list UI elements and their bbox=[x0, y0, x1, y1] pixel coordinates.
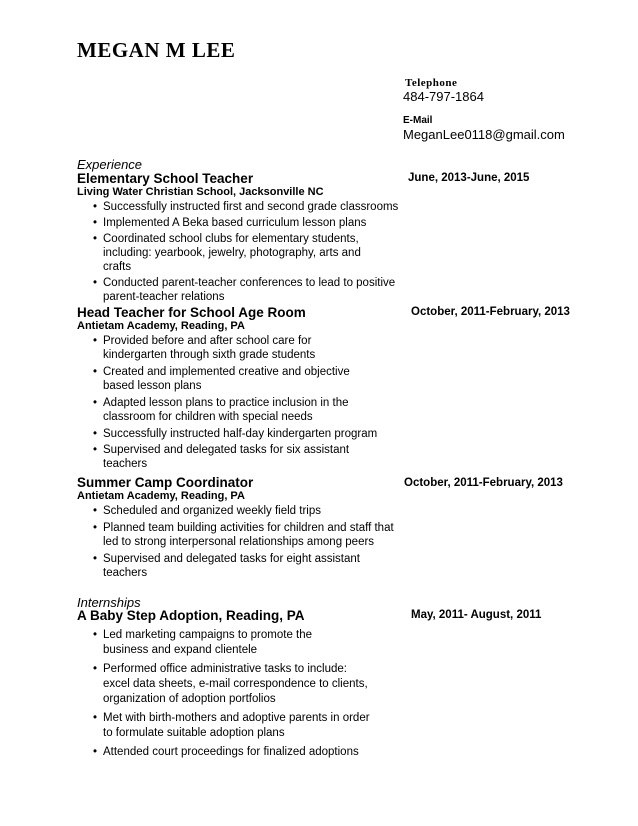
job-title: Summer Camp Coordinator bbox=[77, 475, 254, 490]
internships-heading: Internships bbox=[77, 595, 141, 610]
bullet-item: • Successfully instructed first and second grade classrooms bbox=[93, 200, 413, 214]
job-bullet-list bbox=[93, 504, 408, 580]
internship-bullet-list bbox=[93, 628, 373, 760]
job-organization: Antietam Academy, Reading, PA bbox=[77, 490, 245, 502]
bullet-item: • Planned team building activities for children and staff that led to strong interpersonal relationships among peers bbox=[93, 521, 408, 549]
job-dates: June, 2013-June, 2015 bbox=[408, 172, 530, 184]
bullet-item: • Coordinated school clubs for elementary students, including: yearbook, jewelry, photography, arts and crafts bbox=[93, 232, 383, 274]
telephone-value: 484-797-1864 bbox=[403, 89, 484, 104]
bullet-item: • Adapted lesson plans to practice inclusion in the classroom for children with special needs bbox=[93, 396, 358, 424]
internship-title: A Baby Step Adoption, Reading, PA bbox=[77, 608, 305, 623]
bullet-item: • Created and implemented creative and objective based lesson plans bbox=[93, 365, 358, 393]
job-organization: Living Water Christian School, Jacksonville NC bbox=[77, 186, 324, 198]
candidate-name: MEGAN M LEE bbox=[77, 38, 236, 62]
bullet-item: • Implemented A Beka based curriculum lesson plans bbox=[93, 216, 413, 230]
bullet-item: • Supervised and delegated tasks for eight assistant teachers bbox=[93, 552, 373, 580]
bullet-item: • Conducted parent-teacher conferences to lead to positive parent-teacher relations bbox=[93, 276, 413, 304]
internship-dates: May, 2011- August, 2011 bbox=[411, 609, 542, 621]
bullet-item: • Met with birth-mothers and adoptive parents in order to formulate suitable adoption plans bbox=[93, 711, 373, 741]
job-dates: October, 2011-February, 2013 bbox=[411, 306, 570, 318]
bullet-item: • Scheduled and organized weekly field trips bbox=[93, 504, 408, 518]
job-bullet-list bbox=[93, 200, 413, 304]
bullet-item: • Supervised and delegated tasks for six assistant teachers bbox=[93, 443, 358, 471]
job-organization: Antietam Academy, Reading, PA bbox=[77, 320, 245, 332]
bullet-item: • Attended court proceedings for finalized adoptions bbox=[93, 745, 373, 760]
email-value: MeganLee0118@gmail.com bbox=[403, 127, 565, 142]
telephone-label: Telephone bbox=[405, 77, 458, 89]
bullet-item: • Successfully instructed half-day kindergarten program bbox=[93, 427, 403, 441]
bullet-item: • Provided before and after school care for kindergarten through sixth grade students bbox=[93, 334, 358, 362]
job-title: Head Teacher for School Age Room bbox=[77, 305, 306, 320]
job-title: Elementary School Teacher bbox=[77, 171, 254, 186]
job-dates: October, 2011-February, 2013 bbox=[404, 477, 563, 489]
experience-heading: Experience bbox=[77, 157, 143, 172]
bullet-item: • Performed office administrative tasks to include: excel data sheets, e-mail correspondence to clients, organization of adoption portfolios bbox=[93, 662, 373, 707]
job-bullet-list bbox=[93, 334, 378, 471]
email-label: E-Mail bbox=[403, 115, 433, 126]
bullet-item: • Led marketing campaigns to promote the business and expand clientele bbox=[93, 628, 358, 658]
